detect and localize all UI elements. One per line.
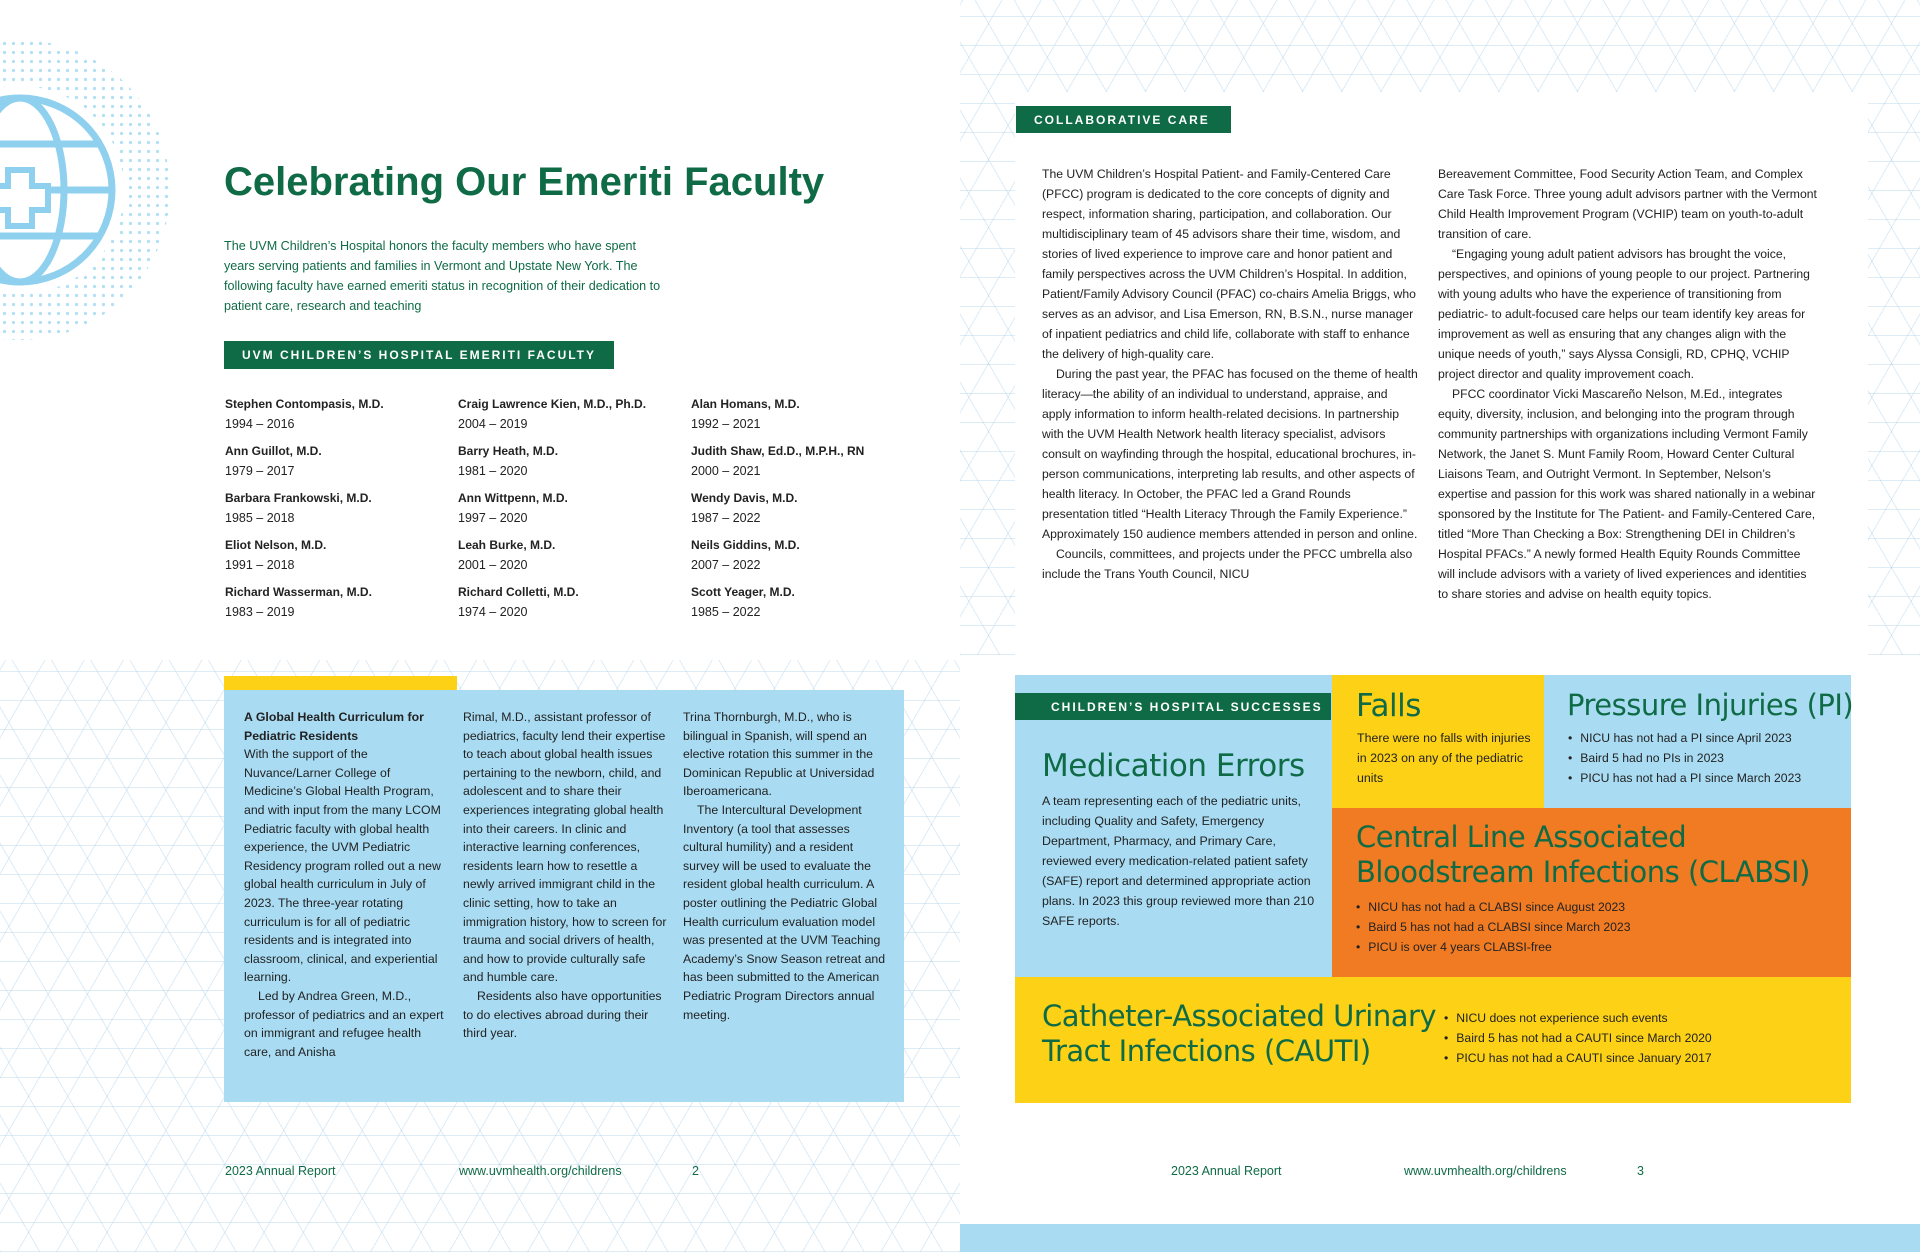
faculty-years: 2004 – 2019 xyxy=(458,417,528,431)
faculty-years: 1985 – 2022 xyxy=(691,605,761,619)
global-health-paragraph: Trina Thornburgh, M.D., who is bilingual in Spanish, will spend an elective rotation this summer in the Dominican Republic at Universidad Iberoamericana. xyxy=(683,710,875,799)
global-health-paragraph: With the support of the Nuvance/Larner College of Medicine’s Global Health Program, and with input from the many LCOM Pediatric faculty with global health experience, the UVM Pediatric Residency program rolled out a new global health curriculum in July of 2023. The three-year rotating curriculum is for all of pediatric residents and is integrated into classroom, clinical, and experiential learning. xyxy=(244,747,441,985)
faculty-years: 1974 – 2020 xyxy=(458,605,528,619)
collab-paragraph: The UVM Children’s Hospital Patient- and Family-Centered Care (PFCC) program is dedicated to the core concepts of dignity and respect, information sharing, participation, and collaboration. Our multidisciplinary team of 45 advisors share their time, wisdom, and stories of lived experience to improve care and honor patient and family perspectives across the UVM Children’s Hospital. In addition, Patient/Family Advisory Council (PFAC) co-chairs Amelia Briggs, who serves as an advisor, and Lisa Emerson, RN, B.S.N., nurse manager of inpatient pediatrics and child life, collaborate with staff to enhance the delivery of high-quality care. xyxy=(1042,167,1416,361)
emeriti-faculty-header xyxy=(224,341,614,369)
faculty-entry xyxy=(691,538,931,585)
global-health-column-2 xyxy=(463,708,667,1043)
faculty-name: Barbara Frankowski, M.D. xyxy=(225,491,372,505)
faculty-years: 1983 – 2019 xyxy=(225,605,295,619)
collaborative-care-header-label: COLLABORATIVE CARE xyxy=(1034,112,1210,127)
global-health-column-3 xyxy=(683,708,887,1024)
faculty-entry xyxy=(458,585,683,632)
global-health-paragraph: Rimal, M.D., assistant professor of pediatrics, faculty lend their expertise to teach about global health issues pertaining to the newborn, child, and adolescent and to share their experiences integrating global health into their careers. In clinic and interactive learning conferences, residents learn how to resettle a newly arrived immigrant child in the clinic setting, how to take an immigration history, how to screen for trauma and social drivers of health, and how to provide culturally safe and humble care. xyxy=(463,710,667,985)
pressure-injuries-item: • NICU has not had a PI since April 2023 xyxy=(1568,728,1848,748)
collab-paragraph: During the past year, the PFAC has focused on the theme of health literacy—the ability of an individual to understand, appraise, and apply information to inform health-related decisions. In partnership with the UVM Health Network health literacy specialist, advisors consult on wayfinding through the hospital, educational brochures, in-person communications, interpreting lab results, and other aspects of health literacy. In October, the PFAC led a Grand Rounds presentation titled “Health Literacy Through the Family Experience.” Approximately 150 audience members attended in person and online. xyxy=(1042,367,1418,541)
collaborative-care-header xyxy=(1016,106,1231,133)
faculty-entry xyxy=(225,444,445,491)
successes-header-label: CHILDREN’S HOSPITAL SUCCESSES xyxy=(1051,699,1323,714)
faculty-entry xyxy=(458,538,683,585)
pressure-injuries-item: • PICU has not had a PI since March 2023 xyxy=(1568,768,1848,788)
footer-report-label: 2023 Annual Report xyxy=(1171,1164,1282,1178)
cauti-item: • NICU does not experience such events xyxy=(1444,1008,1824,1028)
faculty-years: 1994 – 2016 xyxy=(225,417,295,431)
faculty-name: Eliot Nelson, M.D. xyxy=(225,538,327,552)
faculty-years: 1987 – 2022 xyxy=(691,511,761,525)
faculty-name: Ann Guillot, M.D. xyxy=(225,444,322,458)
faculty-name: Barry Heath, M.D. xyxy=(458,444,559,458)
clabsi-item: • Baird 5 has not had a CLABSI since March 2023 xyxy=(1356,917,1736,937)
emeriti-faculty-header-label: UVM CHILDREN’S HOSPITAL EMERITI FACULTY xyxy=(242,348,597,362)
bottom-blue-band xyxy=(960,1224,1920,1252)
collab-paragraph: PFCC coordinator Vicki Mascareño Nelson, M.Ed., integrates equity, diversity, inclusion, and belonging into the program through community partnerships with organizations including Vermont Family Network, the Janet S. Munt Family Room, Howard Center Cultural Liaisons Team, and Outright Vermont. In September, Nelson’s expertise and passion for this work was shared nationally in a webinar sponsored by the Institute for The Patient- and Family-Centered Care, titled “More Than Checking a Box: Strengthening DEI in Children’s Hospital PFACs.” A newly formed Health Equity Rounds Committee will include advisors with a variety of lived experiences and identities to share stories and advise on health equity topics. xyxy=(1438,387,1816,601)
footer-report-label: 2023 Annual Report xyxy=(225,1164,336,1178)
faculty-entry xyxy=(691,491,931,538)
faculty-years: 1985 – 2018 xyxy=(225,511,295,525)
faculty-name: Craig Lawrence Kien, M.D., Ph.D. xyxy=(458,397,647,411)
faculty-entry xyxy=(691,397,931,444)
cauti-item: • PICU has not had a CAUTI since January 2017 xyxy=(1444,1048,1824,1068)
falls-title: Falls xyxy=(1356,688,1421,724)
cauti-item: • Baird 5 has not had a CAUTI since March 2020 xyxy=(1444,1028,1824,1048)
footer-page-number: 2 xyxy=(692,1164,699,1178)
footer-page-number: 3 xyxy=(1637,1164,1644,1178)
falls-text: There were no falls with injuries in 2023 on any of the pediatric units xyxy=(1357,731,1531,785)
faculty-years: 2000 – 2021 xyxy=(691,464,761,478)
faculty-name: Judith Shaw, Ed.D., M.P.H., RN xyxy=(691,444,865,458)
faculty-column-2 xyxy=(458,397,683,632)
cauti-title-line-1: Catheter-Associated Urinary xyxy=(1042,999,1437,1033)
faculty-name: Alan Homans, M.D. xyxy=(691,397,800,411)
faculty-years: 1981 – 2020 xyxy=(458,464,528,478)
clabsi-item: • NICU has not had a CLABSI since August 2023 xyxy=(1356,897,1736,917)
faculty-years: 1979 – 2017 xyxy=(225,464,295,478)
faculty-name: Ann Wittpenn, M.D. xyxy=(458,491,568,505)
faculty-entry xyxy=(691,444,931,491)
global-health-paragraph: The Intercultural Development Inventory (a tool that assesses cultural humility) and a resident survey will be used to evaluate the resident global health curriculum. A poster outlining the Pediatric Global Health curriculum evaluation model was presented at the UVM Teaching Academy’s Snow Season retreat and has been submitted to the American Pediatric Program Directors annual meeting. xyxy=(683,802,886,1022)
faculty-entry xyxy=(458,444,683,491)
cauti-title-line-2: Tract Infections (CAUTI) xyxy=(1042,1034,1371,1068)
global-health-paragraph: Residents also have opportunities to do electives abroad during their third year. xyxy=(463,988,662,1041)
faculty-name: Stephen Contompasis, M.D. xyxy=(225,397,384,411)
clabsi-list xyxy=(1356,897,1736,957)
intro-text: The UVM Children’s Hospital honors the faculty members who have spent years serving patients and families in Vermont and Upstate New York. The following faculty have earned emeriti status in recognition of their dedication to patient care, research and teaching xyxy=(224,239,661,313)
collab-column-2 xyxy=(1438,164,1818,604)
faculty-name: Leah Burke, M.D. xyxy=(458,538,556,552)
collab-paragraph: Councils, committees, and projects under the PFCC umbrella also include the Trans Youth Council, NICU xyxy=(1042,547,1413,581)
collab-column-1 xyxy=(1042,164,1420,584)
collab-paragraph: Bereavement Committee, Food Security Action Team, and Complex Care Task Force. Three young adult advisors partner with the Vermont Child Health Improvement Program (VCHIP) team on youth-to-adult transition of care. xyxy=(1438,167,1817,241)
medication-errors-title: Medication Errors xyxy=(1042,748,1305,784)
faculty-name: Neils Giddins, M.D. xyxy=(691,538,800,552)
clabsi-title-line-1: Central Line Associated xyxy=(1356,820,1687,854)
faculty-years: 2001 – 2020 xyxy=(458,558,528,572)
global-health-column-1 xyxy=(244,708,444,1061)
faculty-entry xyxy=(691,585,931,632)
footer-url-link[interactable]: www.uvmhealth.org/childrens xyxy=(459,1164,622,1178)
globe-medical-cross-icon xyxy=(0,30,180,350)
cauti-list xyxy=(1444,1008,1824,1068)
faculty-entry xyxy=(225,585,445,632)
faculty-name: Richard Wasserman, M.D. xyxy=(225,585,372,599)
faculty-entry xyxy=(225,397,445,444)
footer-url-link[interactable]: www.uvmhealth.org/childrens xyxy=(1404,1164,1567,1178)
clabsi-item: • PICU is over 4 years CLABSI-free xyxy=(1356,937,1736,957)
faculty-entry xyxy=(458,397,683,444)
faculty-name: Richard Colletti, M.D. xyxy=(458,585,579,599)
faculty-name: Wendy Davis, M.D. xyxy=(691,491,798,505)
faculty-column-3 xyxy=(691,397,931,632)
collab-paragraph: “Engaging young adult patient advisors has brought the voice, perspectives, and opinions of young people to our project. Partnering with young adults who have the experience of transitioning from pediatric- to adult-focused care helps our team identify key areas for improvement as well as ensuring that any changes align with the unique needs of youth,” says Alyssa Consigli, RD, CPHQ, VCHIP project director and quality improvement coach. xyxy=(1438,247,1810,381)
global-health-paragraph: Led by Andrea Green, M.D., professor of pediatrics and an expert on immigrant and refugee health care, and Anisha xyxy=(244,988,444,1059)
faculty-entry xyxy=(225,491,445,538)
faculty-entry xyxy=(458,491,683,538)
medication-errors-text: A team representing each of the pediatric units, including Quality and Safety, Emergency Department, Pharmacy, and Primary Care, reviewed every medication-related patient safety (SAFE) report and determined appropriate action plans. In 2023 this group reviewed more than 210 SAFE reports. xyxy=(1042,794,1315,928)
faculty-years: 1991 – 2018 xyxy=(225,558,295,572)
faculty-entry xyxy=(225,538,445,585)
pressure-injuries-item: • Baird 5 had no PIs in 2023 xyxy=(1568,748,1848,768)
faculty-years: 1997 – 2020 xyxy=(458,511,528,525)
faculty-name: Scott Yeager, M.D. xyxy=(691,585,795,599)
page-title: Celebrating Our Emeriti Faculty xyxy=(224,160,825,204)
global-health-heading: A Global Health Curriculum for Pediatric Residents xyxy=(244,710,424,743)
faculty-years: 2007 – 2022 xyxy=(691,558,761,572)
pressure-injuries-title: Pressure Injuries (PI) xyxy=(1567,688,1854,722)
faculty-years: 1992 – 2021 xyxy=(691,417,761,431)
pressure-injuries-list xyxy=(1568,728,1848,788)
clabsi-title-line-2: Bloodstream Infections (CLABSI) xyxy=(1356,855,1810,889)
successes-header xyxy=(1015,693,1331,720)
faculty-column-1 xyxy=(225,397,445,632)
